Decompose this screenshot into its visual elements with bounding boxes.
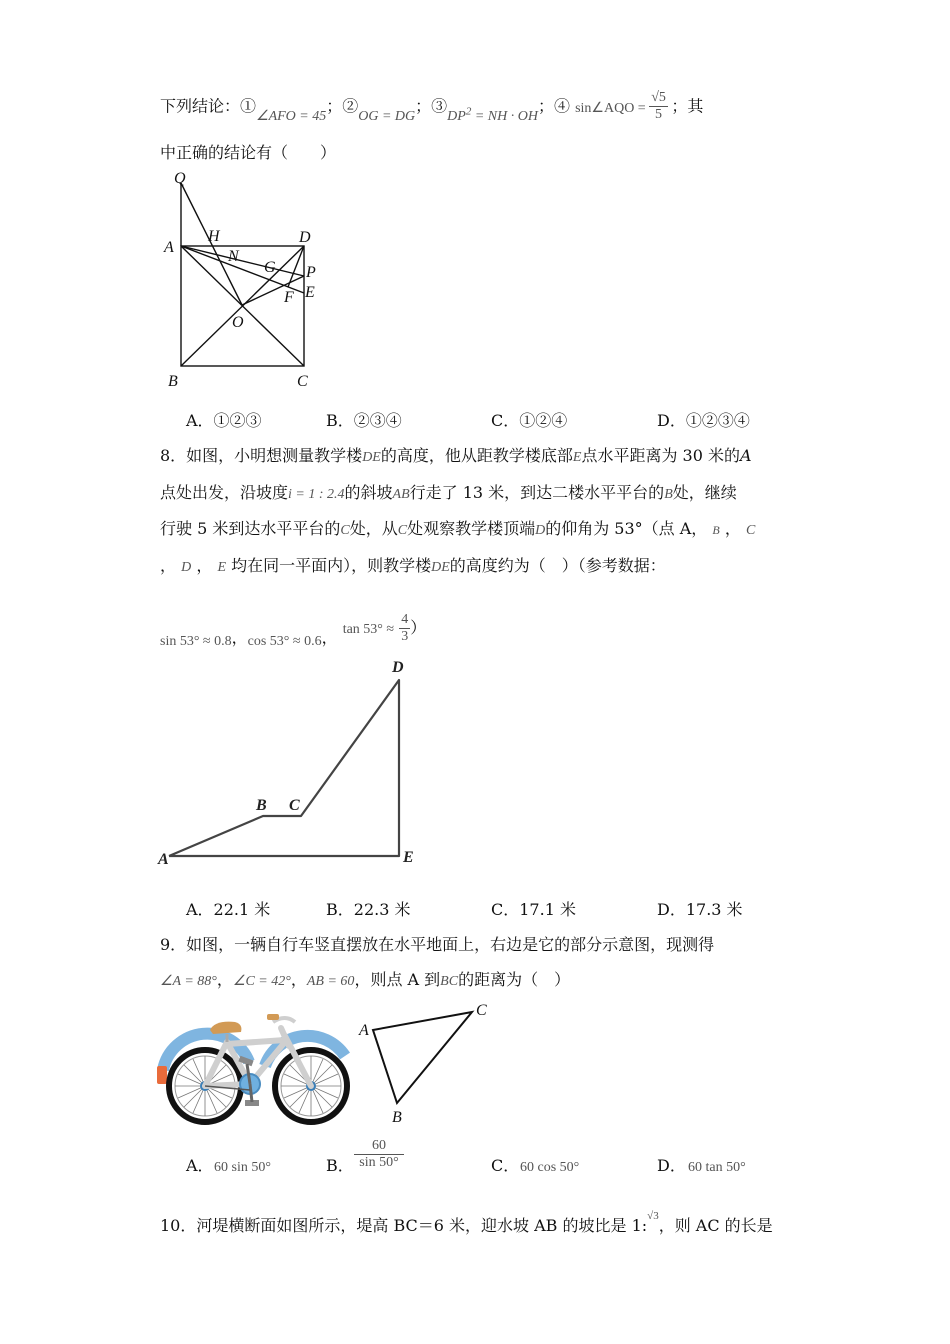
q7-conclusion-3: $DP^2$ = NH · OH [447,105,538,124]
q8-option-d: D．17.3 米 [657,900,743,919]
label-c: C [297,373,308,390]
q9-option-d-letter: D． [657,1156,686,1175]
label-b: B [392,1109,402,1126]
label-a: A [158,851,169,868]
label-c: C [476,1002,487,1019]
q8-option-a: A．22.1 米 [186,900,271,919]
q8-line-4: ， D ， E 均在同一平面内），则教学楼DE的高度约为（ ）（参考数据： [160,556,666,575]
q8-line-2: 点处出发，沿坡度i = 1 : 2.4的斜坡AB行走了 13 米，到达二楼水平平台的B处，继续 [160,483,737,502]
label-b: B [168,373,178,390]
q8-option-c: C．17.1 米 [491,900,576,919]
q9-option-d: 60 tan 50° [688,1160,746,1175]
q9-line-1: 9．如图，一辆自行车竖直摆放在水平地面上，右边是它的部分示意图，现测得 [160,935,715,954]
label-d: D [299,229,311,246]
label-g: G [264,259,276,276]
q7-option-c: C．①②④ [491,411,568,430]
q9-option-c-letter: C． [491,1156,520,1175]
label-f: F [284,289,294,306]
q7-option-d: D．①②③④ [657,411,750,430]
q9-line-2: ∠A = 88°，∠C = 42°，AB = 60，则点 A 到BC的距离为（ ） [160,970,571,989]
q9-option-c: 60 cos 50° [520,1160,580,1175]
q8-slope-figure [155,650,425,875]
q8-line-1: 8．如图，小明想测量教学楼DE的高度，他从距教学楼底部E点水平距离为 30 米的A [160,446,752,465]
label-c: C [289,797,300,814]
q7-conclusion-4: sin∠AQO = $\frac{√5}{5}$ [575,90,666,122]
label-b: B [256,797,267,814]
q10-line-1: 10．河堤横断面如图所示，堤高 BC＝6 米，迎水坡 AB 的坡比是 1:$^{√3}$，则 AC 的长是 [160,1209,773,1235]
q8-reference-data: sin 53° ≈ 0.8，cos 53° ≈ 0.6， tan 53° ≈ $\frac{4}{3}$ ） [160,612,427,649]
q7-conclusion-1: ∠AFO = 45 [256,108,327,124]
q9-option-b: $\frac{60}{\sin 50^\circ}$ [354,1138,404,1171]
q7-conclusions-line: 下列结论：①∠AFO = 45；②OG = DG；$③DP^2$ = NH · OH；④ sin∠AQO = $\frac{√5}{5}$ ；其 [160,90,704,124]
label-d: D [392,659,404,676]
q8-line-3: 行驶 5 米到达水平平台的C处，从C处观察教学楼顶端D的仰角为 53°（点 A， B ， C [160,519,756,538]
bicycle-image [155,1000,355,1128]
q7-option-a: A．①②③ [186,411,262,430]
label-e: E [403,849,414,866]
label-a: A [164,239,174,256]
label-h: H [208,228,220,245]
label-n: N [228,248,239,265]
seat [210,1022,241,1034]
q9-option-a-letter: A． [186,1156,214,1175]
label-q: Q [174,170,186,187]
label-o: O [232,314,244,331]
label-a: A [359,1022,369,1039]
q9-option-b-letter: B． [326,1156,354,1175]
label-e: E [305,284,315,301]
q7-conclusion-2: OG = DG [358,108,416,124]
q7-question-line: 中正确的结论有（ ） [160,143,337,162]
q7-square-figure [160,165,330,395]
q7-option-b: B．②③④ [326,411,402,430]
q8-option-b: B．22.3 米 [326,900,411,919]
label-p: P [306,264,316,281]
q9-triangle-figure [355,995,500,1130]
q9-option-a: 60 sin 50° [214,1160,271,1175]
tail-light [157,1066,167,1084]
q7-intro: 下列结论： [160,96,241,116]
